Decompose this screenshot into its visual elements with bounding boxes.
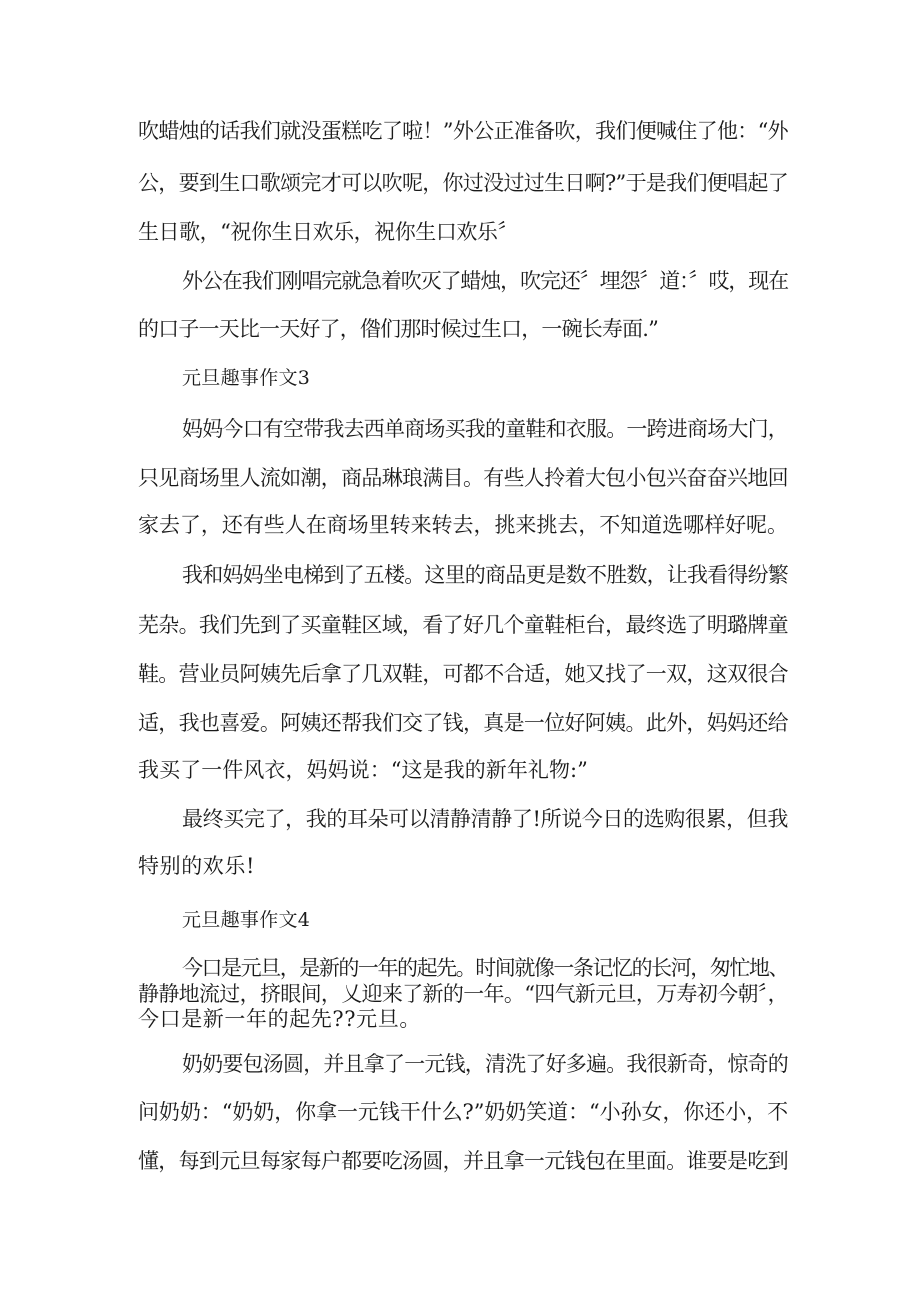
text-line: 吹蜡烛的话我们就没蛋糕吃了啦！”外公正准备吹，我们便喊住了他：“外 — [138, 119, 788, 143]
text-line: 今口是新一年的起先??元旦。 — [138, 1007, 421, 1031]
section-heading: 元旦趣事作文3 — [182, 367, 311, 389]
text-line: 只见商场里人流如潮，商品琳琅满目。有些人拎着大包小包兴奋奋兴地回 — [138, 466, 788, 490]
text-line: 鞋。营业员阿姨先后拿了几双鞋，可都不合适，她又找了一双，这双很合 — [138, 662, 788, 686]
text-line: 问奶奶：“奶奶，你拿一元钱干什么?”奶奶笑道：“小孙女，你还小，不 — [138, 1100, 788, 1124]
text-line: 外公在我们刚唱完就急着吹灭了蜡烛，吹完还〞埋怨〞道：〞哎，现在 — [182, 269, 788, 293]
text-line: 特别的欢乐! — [138, 854, 256, 878]
text-line: 公，要到生口歌颂完才可以吹呢，你过没过过生日啊?”于是我们便唱起了 — [138, 171, 788, 195]
text-line: 芜杂。我们先到了买童鞋区域，看了好几个童鞋柜台，最终选了明璐牌童 — [138, 613, 788, 637]
text-line: 懂，每到元旦每家每户都要吃汤圆，并且拿一元钱包在里面。谁要是吃到 — [138, 1149, 788, 1173]
text-line: 最终买完了，我的耳朵可以清静清静了!所说今日的选购很累，但我 — [182, 807, 788, 831]
text-line: 我买了一件风衣，妈妈说：“这是我的新年礼物:” — [138, 758, 588, 782]
text-line: 的口子一天比一天好了，偺们那时候过生口，一碗长寿面.” — [138, 317, 658, 341]
text-line: 我和妈妈坐电梯到了五楼。这里的商品更是数不胜数，让我看得纷繁 — [182, 563, 788, 587]
text-line: 奶奶要包汤圆，并且拿了一元钱，清洗了好多遍。我很新奇，惊奇的 — [182, 1052, 788, 1076]
text-line: 家去了，还有些人在商场里转来转去，挑来挑去，不知道选哪样好呢。 — [138, 513, 788, 537]
text-line: 生日歌，“祝你生日欢乐，祝你生口欢乐〞 — [138, 220, 518, 244]
text-line: 今口是元旦，是新的一年的起先。时间就像一条记忆的长河，匆忙地、 — [182, 956, 788, 980]
section-heading: 元旦趣事作文4 — [182, 909, 311, 931]
text-line: 静静地流过，挤眼间，乂迎来了新的一年。“四气新元旦，万寿初今朝〞， — [138, 982, 788, 1006]
text-line: 妈妈今口有空带我去西单商场买我的童鞋和衣服。一跨进商场大门， — [182, 417, 788, 441]
text-line: 适，我也喜爱。阿姨还帮我们交了钱，真是一位好阿姨。此外，妈妈还给 — [138, 711, 788, 735]
